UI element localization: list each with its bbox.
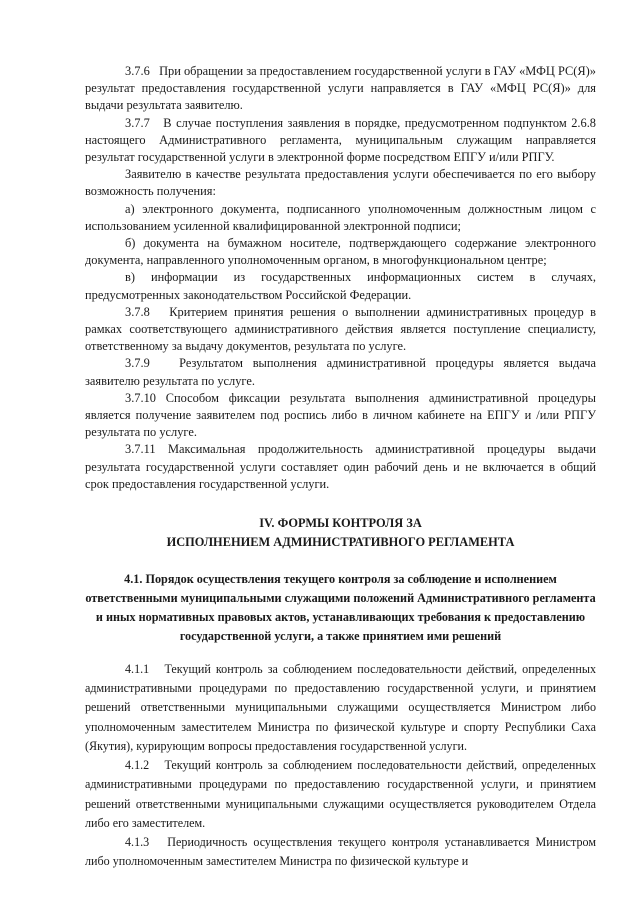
chapter-title-line-2: ИСПОЛНЕНИЕМ АДМИНИСТРАТИВНОГО РЕГЛАМЕНТА [166, 534, 515, 549]
list-item-v: в) информации из государственных информационных систем в случаях, предусмотренных законодательством Российской Федерации. [85, 270, 596, 302]
paragraph-3-7-9: 3.7.9 Результатом выполнения административной процедуры является выдача заявителю результата по услуге. [85, 356, 596, 388]
paragraph-3-7-6: 3.7.6 При обращении за предоставлением государственной услуги в ГАУ «МФЦ РС(Я)» результат предоставления государственной услуги направляется в ГАУ «МФЦ РС(Я)» для выдачи результата заявителю. [85, 64, 596, 113]
paragraph-4-1-3: 4.1.3 Периодичность осуществления текущего контроля устанавливается Министром либо уполномоченным заместителем Министра по физической культуре и [85, 834, 596, 869]
paragraph-3-7-8: 3.7.8 Критерием принятия решения о выполнении административных процедур в рамках соответствующего административного действия является поступление специалисту, ответственному за выдачу документов, результата по услуге. [85, 304, 596, 354]
paragraph-3-7-7: 3.7.7 В случае поступления заявления в порядке, предусмотренном подпунктом 2.6.8 настоящего Административного регламента, муниципальным служащим направляется результат государственной услуги в электронной форме посредством ЕПГУ и/или РПГУ. [85, 115, 596, 165]
paragraph-4-1-1: 4.1.1 Текущий контроль за соблюдением последовательности действий, определенных административными процедурами по предоставлению государственной услуги, и принятием решений ответственными муниципальными служащими осуществляется Министром либо уполномоченным заместителем Министра по физической культуре и спорту Республики Саха (Якутия), курирующим вопросы предоставления государственной услуги. [85, 662, 596, 753]
list-item-a: а) электронного документа, подписанного уполномоченным должностным лицом с использованием усиленной квалифицированной электронной подписи; [85, 201, 596, 233]
paragraph-4-1-2: 4.1.2 Текущий контроль за соблюдением последовательности действий, определенных административными процедурами по предоставлению государственной услуги, и принятием решений ответственными муниципальными служащими осуществляется руководителем Отдела либо его заместителем. [85, 758, 596, 830]
chapter-title [85, 514, 596, 551]
top-text-block [85, 63, 596, 493]
bottom-text-block [85, 660, 596, 871]
chapter-title-line-1: IV. ФОРМЫ КОНТРОЛЯ ЗА [259, 516, 422, 531]
paragraph-3-7-11: 3.7.11 Максимальная продолжительность административной процедуры выдачи результата государственной услуги составляет один рабочий день и не включается в общий срок предоставления государственной услуги. [85, 442, 596, 491]
section-title: 4.1. Порядок осуществления текущего контроля за соблюдение и исполнением ответственными муниципальными служащими положений Административного регламента и иных нормативных правовых актов, устанавливающих требования к предоставлению государственной услуги, а также принятием ими решений [85, 572, 596, 644]
paragraph-applicant-choice: Заявителю в качестве результата предоставления услуги обеспечивается по его выбору возможность получения: [85, 167, 596, 199]
list-item-b: б) документа на бумажном носителе, подтверждающего содержание электронного документа, направленного уполномоченным органом, в многофункциональном центре; [85, 236, 596, 268]
paragraph-3-7-10: 3.7.10 Способом фиксации результата выполнения административной процедуры является получение заявителем под роспись либо в личном кабинете на ЕПГУ и /или РПГУ результата по услуге. [85, 390, 596, 440]
